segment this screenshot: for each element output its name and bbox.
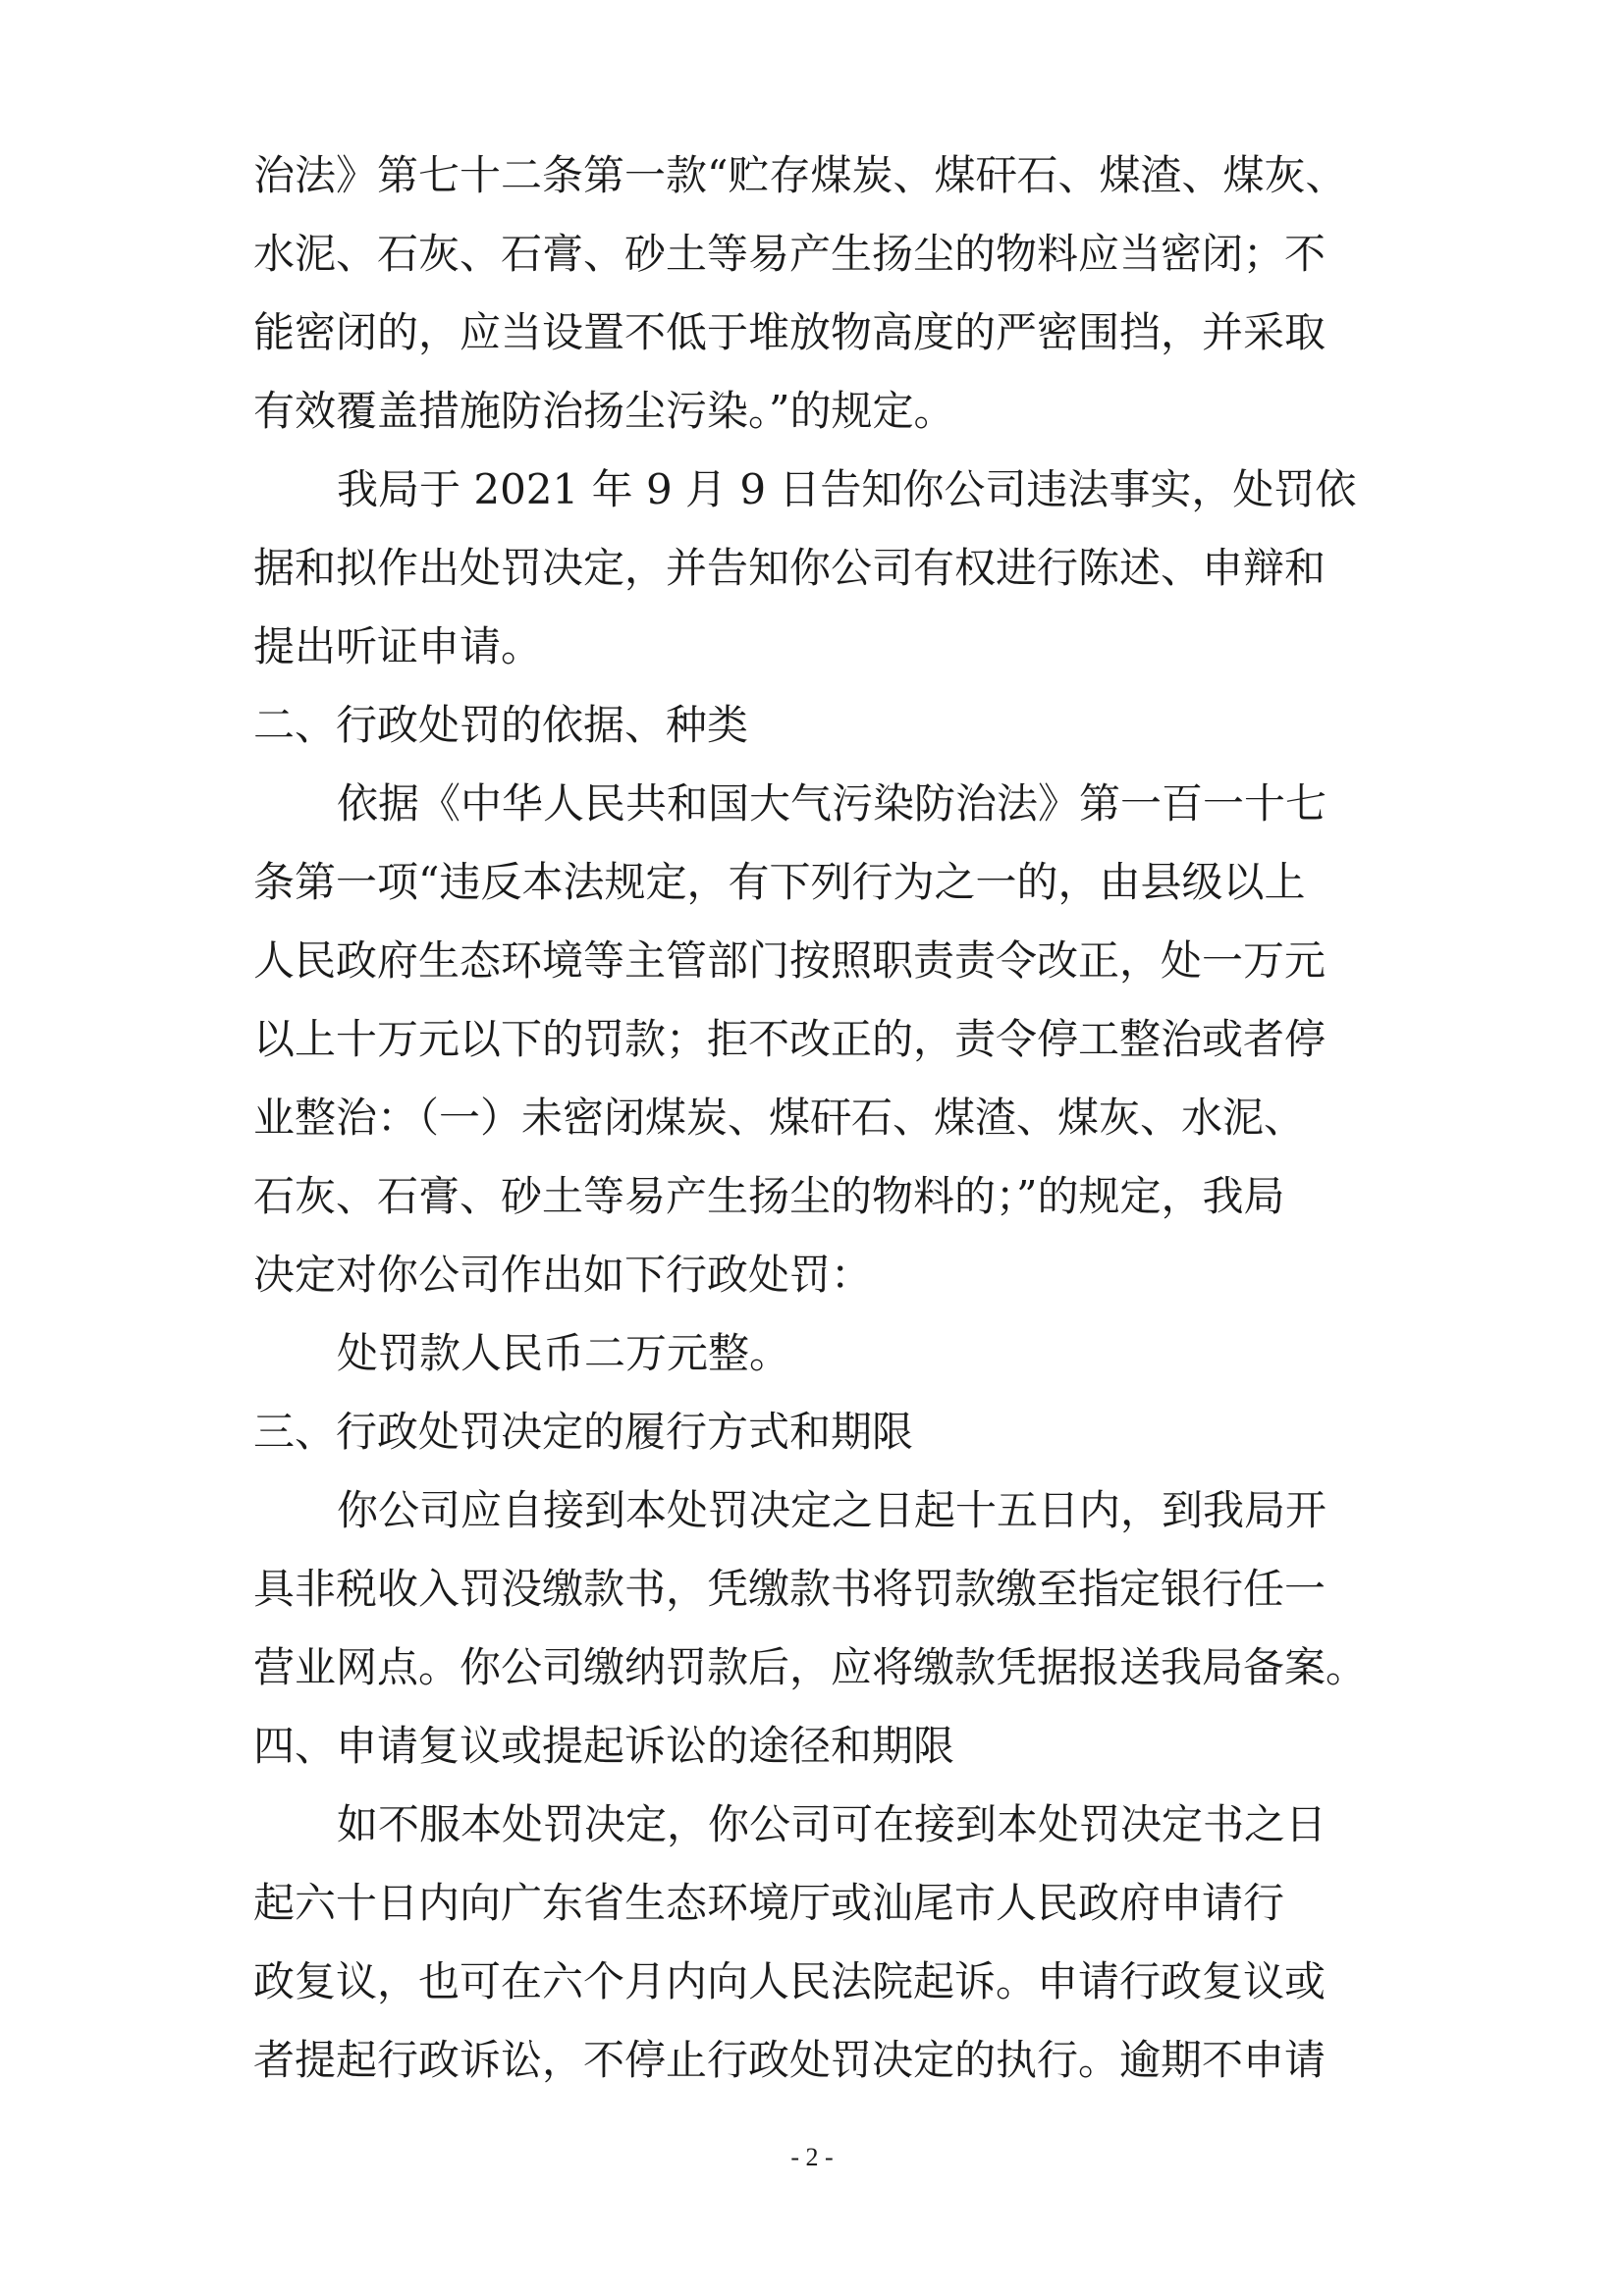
page-number: - 2 - — [790, 2143, 834, 2171]
body-text-line: 提出听证申请。 — [253, 622, 543, 670]
penalty-amount-line: 处罚款人民币二万元整。 — [337, 1329, 791, 1377]
section-heading: 三、行政处罚决定的履行方式和期限 — [253, 1408, 914, 1456]
paragraph-first-line: 依据《中华人民共和国大气污染防治法》第一百一十七 — [337, 779, 1327, 828]
body-text-line: 政复议，也可在六个月内向人民法院起诉。申请行政复议或 — [253, 1957, 1326, 2005]
section-heading: 二、行政处罚的依据、种类 — [253, 701, 749, 749]
body-text-line: 以上十万元以下的罚款；拒不改正的，责令停工整治或者停 — [253, 1015, 1326, 1063]
body-text-line: 据和拟作出处罚决定，并告知你公司有权进行陈述、申辩和 — [253, 544, 1326, 592]
body-text-line: 人民政府生态环境等主管部门按照职责责令改正，处一万元 — [253, 936, 1326, 985]
body-text-line: 石灰、石膏、砂土等易产生扬尘的物料的；”的规定，我局 — [253, 1172, 1285, 1220]
body-text-line: 治法》第七十二条第一款“贮存煤炭、煤矸石、煤渣、煤灰、 — [253, 151, 1347, 199]
paragraph-first-line: 你公司应自接到本处罚决定之日起十五日内，到我局开 — [337, 1486, 1327, 1534]
paragraph-first-line: 我局于 2021 年 9 月 9 日告知你公司违法事实，处罚依 — [337, 465, 1357, 513]
body-text-line: 具非税收入罚没缴款书，凭缴款书将罚款缴至指定银行任一 — [253, 1565, 1326, 1613]
paragraph-first-line: 如不服本处罚决定，你公司可在接到本处罚决定书之日 — [337, 1800, 1327, 1848]
body-text-line: 水泥、石灰、石膏、砂土等易产生扬尘的物料应当密闭；不 — [253, 230, 1326, 278]
body-text-line: 能密闭的，应当设置不低于堆放物高度的严密围挡，并采取 — [253, 308, 1326, 356]
body-text-line: 营业网点。你公司缴纳罚款后，应将缴款凭据报送我局备案。 — [253, 1643, 1368, 1691]
body-text-line: 条第一项“违反本法规定，有下列行为之一的，由县级以上 — [253, 858, 1306, 906]
body-text-line: 起六十日内向广东省生态环境厅或汕尾市人民政府申请行 — [253, 1879, 1285, 1927]
body-text-line: 者提起行政诉讼，不停止行政处罚决定的执行。逾期不申请 — [253, 2036, 1326, 2084]
body-text-line: 业整治：（一）未密闭煤炭、煤矸石、煤渣、煤灰、水泥、 — [253, 1094, 1306, 1142]
section-heading: 四、申请复议或提起诉讼的途径和期限 — [253, 1722, 955, 1770]
body-text-line: 有效覆盖措施防治扬尘污染。”的规定。 — [253, 387, 955, 435]
body-text-line: 决定对你公司作出如下行政处罚： — [253, 1251, 873, 1299]
